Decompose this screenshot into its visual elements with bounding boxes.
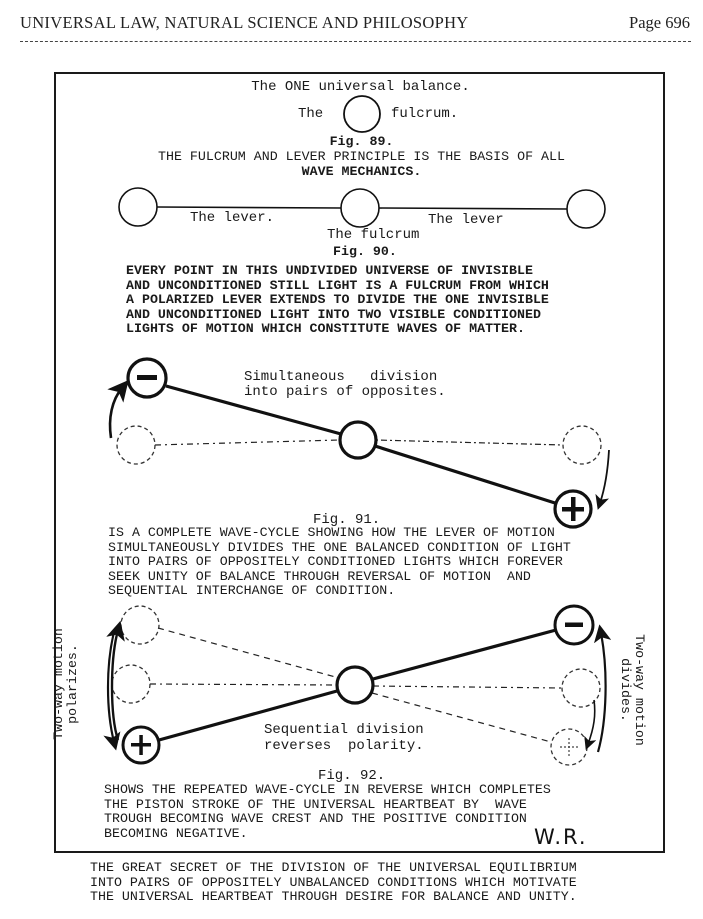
- caption-line: THE UNIVERSAL HEARTBEAT THROUGH DESIRE FOR BALANCE AND UNITY.: [90, 889, 577, 905]
- caption-line: IS A COMPLETE WAVE-CYCLE SHOWING HOW THE LEVER OF MOTION: [108, 525, 555, 540]
- caption-line: TROUGH BECOMING WAVE CREST AND THE POSITIVE CONDITION: [104, 811, 527, 827]
- author-signature: W.R.: [534, 825, 588, 849]
- caption-line: INTO PAIRS OF OPPOSITELY UNBALANCED CONDITIONS WHICH MOTIVATE: [90, 874, 577, 890]
- caption-line: AND UNCONDITIONED STILL LIGHT IS A FULCRUM FROM WHICH: [126, 277, 549, 293]
- fig91-annotation: Simultaneous division into pairs of opposites.: [244, 369, 446, 400]
- fig90-figure-number: Fig. 90.: [333, 244, 397, 259]
- caption-line: SHOWS THE REPEATED WAVE-CYCLE IN REVERSE WHICH COMPLETES: [104, 782, 551, 797]
- page-number: Page 696: [629, 13, 690, 32]
- caption-line: BECOMING NEGATIVE.: [104, 825, 248, 841]
- caption-line: AND UNCONDITIONED LIGHT INTO TWO VISIBLE CONDITIONED: [126, 306, 541, 322]
- fig91-figure-number: Fig. 91.: [313, 512, 381, 528]
- caption-line: THE FULCRUM AND LEVER PRINCIPLE IS THE BASIS OF ALL: [158, 149, 565, 164]
- fig89-fulcrum-circle: [344, 96, 380, 132]
- caption-line: WAVE MECHANICS.: [301, 163, 422, 179]
- fig92-annotation: Sequential division reverses polarity.: [264, 722, 424, 754]
- fig92-figure-number: Fig. 92.: [318, 768, 386, 784]
- running-header-title: UNIVERSAL LAW, NATURAL SCIENCE AND PHILOSOPHY: [20, 13, 469, 32]
- fig89-top-label: The ONE universal balance.: [251, 79, 470, 95]
- fig90-lever-left-label: The lever.: [190, 210, 275, 226]
- fig89-figure-number: Fig. 89.: [329, 134, 394, 149]
- caption-line: SEQUENTIAL INTERCHANGE OF CONDITION.: [108, 583, 396, 599]
- fig90-fulcrum-label: The fulcrum: [327, 227, 420, 243]
- fig89-right-label: fulcrum.: [391, 106, 459, 122]
- caption-line: THE GREAT SECRET OF THE DIVISION OF THE UNIVERSAL EQUILIBRIUM: [90, 860, 577, 875]
- caption-line: EVERY POINT IN THIS UNDIVIDED UNIVERSE OF INVISIBLE: [126, 263, 533, 278]
- fig92-right-side-label: Two-way motion divides.: [618, 634, 647, 746]
- caption-line: INTO PAIRS OF OPPOSITELY CONDITIONED LIGHTS WHICH FOREVER: [108, 554, 563, 570]
- caption-line: A POLARIZED LEVER EXTENDS TO DIVIDE THE ONE INVISIBLE: [126, 292, 549, 308]
- fig91-caption: [108, 526, 571, 599]
- fig90-caption: [126, 264, 549, 337]
- caption-line: SEEK UNITY OF BALANCE THROUGH REVERSAL OF MOTION AND: [108, 568, 531, 584]
- fig90-lever-right-label: The lever: [428, 212, 504, 228]
- footer-caption: [90, 861, 577, 905]
- caption-line: LIGHTS OF MOTION WHICH CONSTITUTE WAVES OF MATTER.: [126, 321, 525, 337]
- fig92-caption: [104, 783, 551, 841]
- fig89-left-label: The: [298, 106, 324, 122]
- caption-line: THE PISTON STROKE OF THE UNIVERSAL HEARTBEAT BY WAVE: [104, 796, 527, 812]
- fig89-caption: [0, 150, 703, 179]
- caption-line: SIMULTANEOUSLY DIVIDES THE ONE BALANCED CONDITION OF LIGHT: [108, 539, 571, 555]
- fig92-left-side-label: Two-way motion polarizes.: [51, 628, 80, 740]
